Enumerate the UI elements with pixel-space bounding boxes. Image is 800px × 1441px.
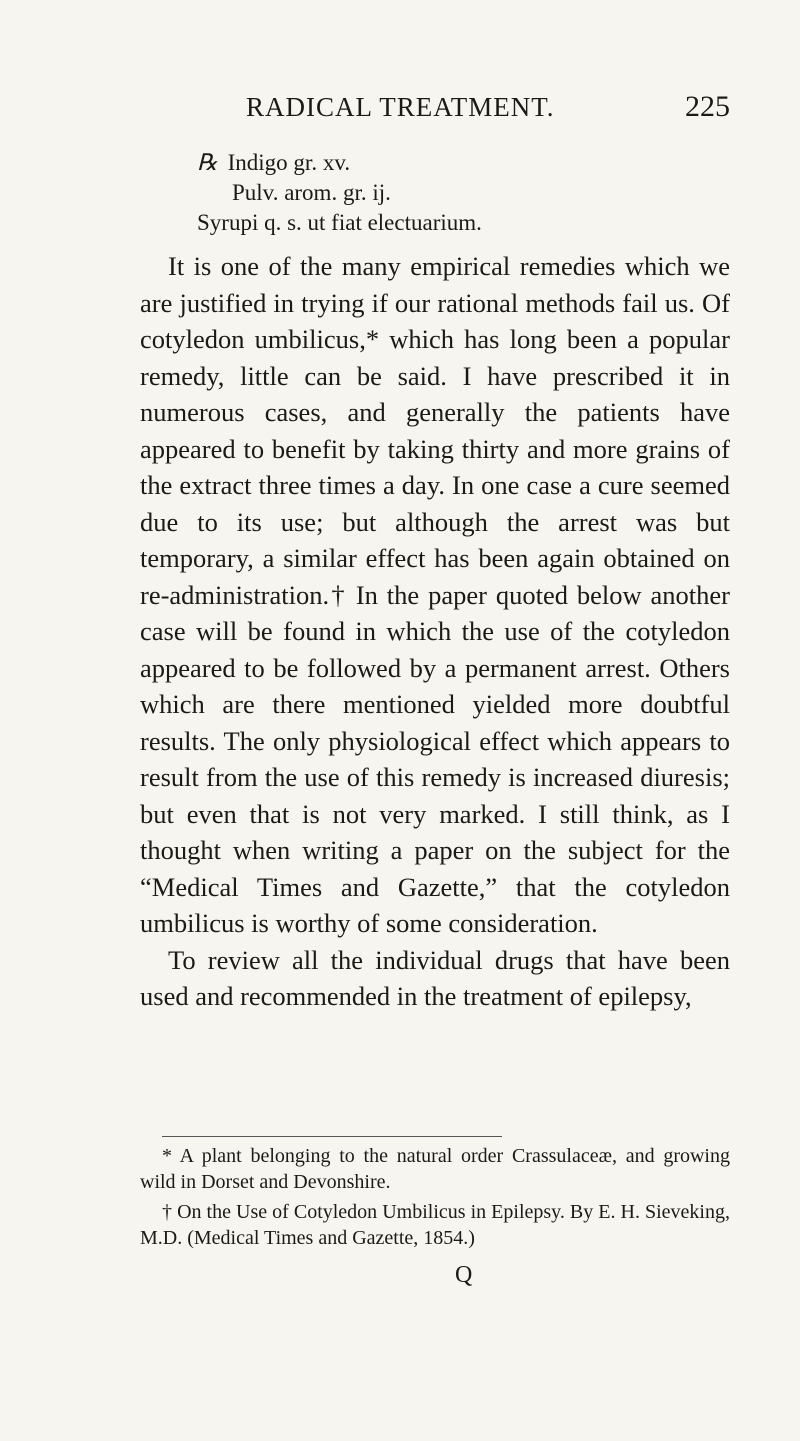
running-head: RADICAL TREATMENT. [246,92,555,122]
prescription-line: Syrupi q. s. ut fiat electuarium. [197,210,482,235]
paragraph: To review all the individual drugs that have been used and recommended in the treatment of epilepsy, [140,944,730,1011]
signature-mark: Q [455,1262,473,1288]
page-number: 225 [685,90,730,123]
footnote-rule [162,1136,502,1137]
prescription-line [197,148,482,178]
footnotes [140,1143,730,1255]
rx-symbol: ℞ [197,150,218,175]
page-header [140,92,730,136]
body-text [140,248,730,1015]
footnote: * A plant belonging to the natural order Crassulaceæ, and growing wild in Dorset and Devonshire. [140,1145,730,1193]
paragraph: It is one of the many empirical remedies which we are justified in trying if our rational methods fail us. Of cotyledon umbilicus,* which has long been a popular remedy, little can be said. I have prescribed it in numerous cases, and generally the patients have appeared to benefit by taking thirty and more grains of the extract three times a day. In one case a cure seemed due to its use; but although the arrest was but temporary, a similar effect has been again obtained on re-administration.† In the paper quoted below another case will be found in which the use of the cotyledon appeared to be followed by a permanent arrest. Others which are there mentioned yielded more doubtful results. The only physiological effect which appears to result from the use of this remedy is increased diuresis; but even that is not very marked. I still think, as I thought when writing a paper on the subject for the “Medical Times and Gazette,” that the cotyledon umbilicus is worthy of some consideration. [140,251,730,938]
prescription-text: Indigo gr. xv. [227,150,351,175]
footnote: † On the Use of Cotyledon Umbilicus in Epilepsy. By E. H. Sieveking, M.D. (Medical Times and Gazette, 1854.) [140,1201,730,1249]
prescription-block [197,148,482,238]
prescription-line: Pulv. arom. gr. ij. [232,180,391,205]
